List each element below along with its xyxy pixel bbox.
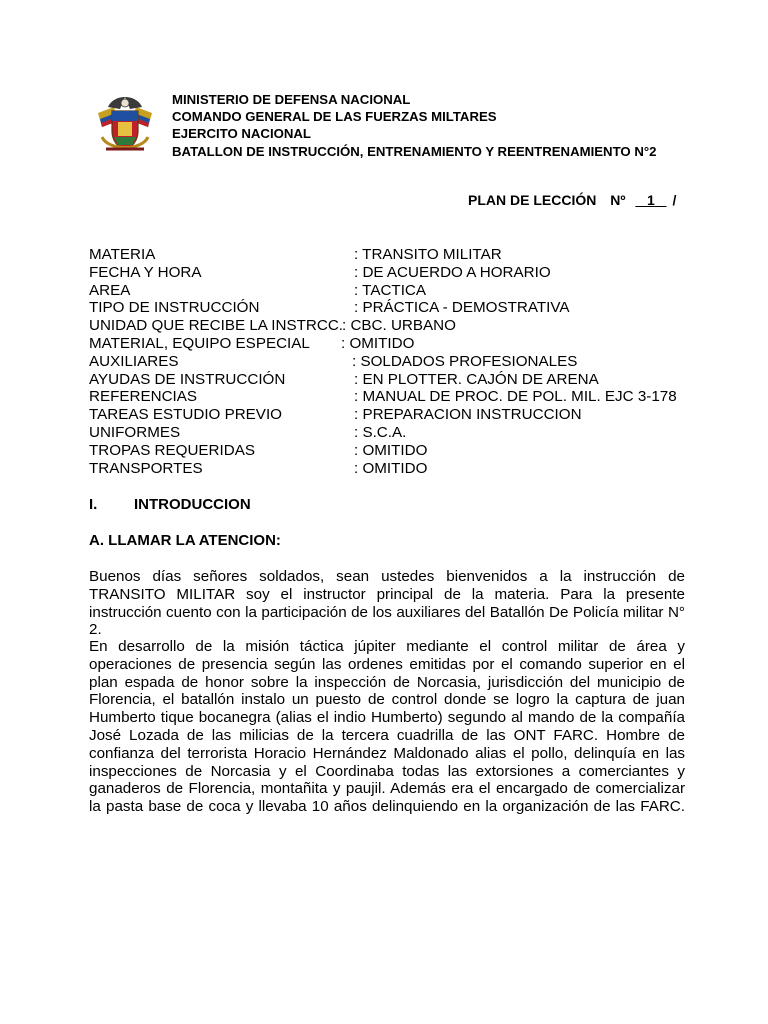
paragraph-welcome: Buenos días señores soldados, sean ustedes bienvenidos a la instrucción de TRANSITO MILITAR soy el instructor principal de la materia. Para la presente instrucción cuento con la participación de los auxiliares del Batallón De Policía militar N° 2. — [89, 568, 685, 639]
field-value: : EN PLOTTER. CAJÓN DE ARENA — [354, 370, 599, 388]
field-label: REFERENCIAS — [89, 388, 198, 406]
field-value: : OMITIDO — [354, 459, 428, 477]
field-value: : OMITIDO — [341, 334, 415, 352]
field-label: TROPAS REQUERIDAS — [89, 441, 255, 459]
field-value: : OMITIDO — [354, 441, 428, 459]
section-llamar-atencion: A. LLAMAR LA ATENCION: — [89, 532, 281, 549]
field-label: UNIDAD QUE RECIBE LA INSTRCC. — [89, 317, 344, 335]
plan-title-text: PLAN DE LECCIÓN — [468, 192, 597, 208]
field-row — [89, 317, 709, 335]
field-value: : CBC. URBANO — [342, 317, 456, 335]
field-value: : S.C.A. — [354, 423, 407, 441]
field-row — [89, 388, 709, 406]
field-value: : MANUAL DE PROC. DE POL. MIL. EJC 3-178 — [354, 388, 677, 406]
field-value: : TACTICA — [354, 281, 427, 299]
field-label: AUXILIARES — [89, 352, 179, 370]
field-row — [89, 406, 709, 424]
plan-number-suffix: / — [672, 192, 677, 208]
field-row — [89, 353, 709, 371]
field-row — [89, 460, 709, 478]
army-crest-icon — [92, 93, 158, 159]
section-introduccion — [89, 496, 251, 513]
field-row — [89, 299, 709, 317]
field-label: TAREAS ESTUDIO PREVIO — [89, 406, 282, 424]
field-label: AYUDAS DE INSTRUCCIÓN — [89, 370, 286, 388]
plan-number-value: 1 — [647, 192, 655, 208]
field-row — [89, 264, 709, 282]
header-line-command: COMANDO GENERAL DE LAS FUERZAS MILTARES — [172, 109, 497, 125]
field-row — [89, 335, 709, 353]
field-row — [89, 371, 709, 389]
field-value: : SOLDADOS PROFESIONALES — [352, 352, 578, 370]
field-label: FECHA Y HORA — [89, 263, 202, 281]
field-label: TIPO DE INSTRUCCIÓN — [89, 299, 260, 317]
field-label: MATERIAL, EQUIPO ESPECIAL — [89, 334, 310, 352]
institution-header — [172, 91, 656, 160]
field-value: : DE ACUERDO A HORARIO — [354, 263, 551, 281]
field-row — [89, 282, 709, 300]
plan-number — [629, 192, 672, 208]
field-row — [89, 424, 709, 442]
field-label: AREA — [89, 281, 131, 299]
plan-number-label: Nº — [610, 192, 626, 208]
field-label: TRANSPORTES — [89, 459, 203, 477]
field-label: UNIFORMES — [89, 423, 181, 441]
paragraph-mission: En desarrollo de la misión táctica júpiter mediante el control militar de área y operaciones de presencia según las ordenes emitidas por el comando superior en el plan espada de honor sobre la inspección de Norcasia, jurisdicción del municipio de Florencia, el batallón instalo un puesto de control donde se logro la captura de juan Humberto tique bocanegra (alias el indio Humberto) segundo al mando de la compañía José Lozada de las milicias de la tercera cuadrilla de las ONT FARC. Hombre de confianza del terrorista Horacio Hernández Maldonado alias el pollo, delinquía en las inspecciones de Norcasia y el Coordinaba todas las extorsiones a comerciantes y ganaderos de Florencia, montañita y paujil. Además era el encargado de comercializar la pasta base de coca y llevaba 10 años delinquiendo en la organización de las FARC. — [89, 638, 685, 816]
header-line-battalion: BATALLON DE INSTRUCCIÓN, ENTRENAMIENTO Y REENTRENAMIENTO N°2 — [172, 143, 657, 159]
field-label: MATERIA — [89, 246, 156, 263]
field-value: : PREPARACION INSTRUCCION — [354, 406, 582, 424]
section-title: INTRODUCCION — [134, 496, 251, 513]
field-value: : PRÁCTICA - DEMOSTRATIVA — [354, 299, 570, 317]
section-roman: I. — [89, 496, 98, 513]
lesson-fields — [89, 246, 709, 477]
header-line-ministry: MINISTERIO DE DEFENSA NACIONAL — [172, 92, 411, 107]
field-row — [89, 442, 709, 460]
field-row — [89, 246, 709, 264]
lesson-plan-title — [468, 192, 676, 208]
header-line-army: EJERCITO NACIONAL — [172, 126, 311, 142]
field-value: : TRANSITO MILITAR — [354, 246, 502, 263]
